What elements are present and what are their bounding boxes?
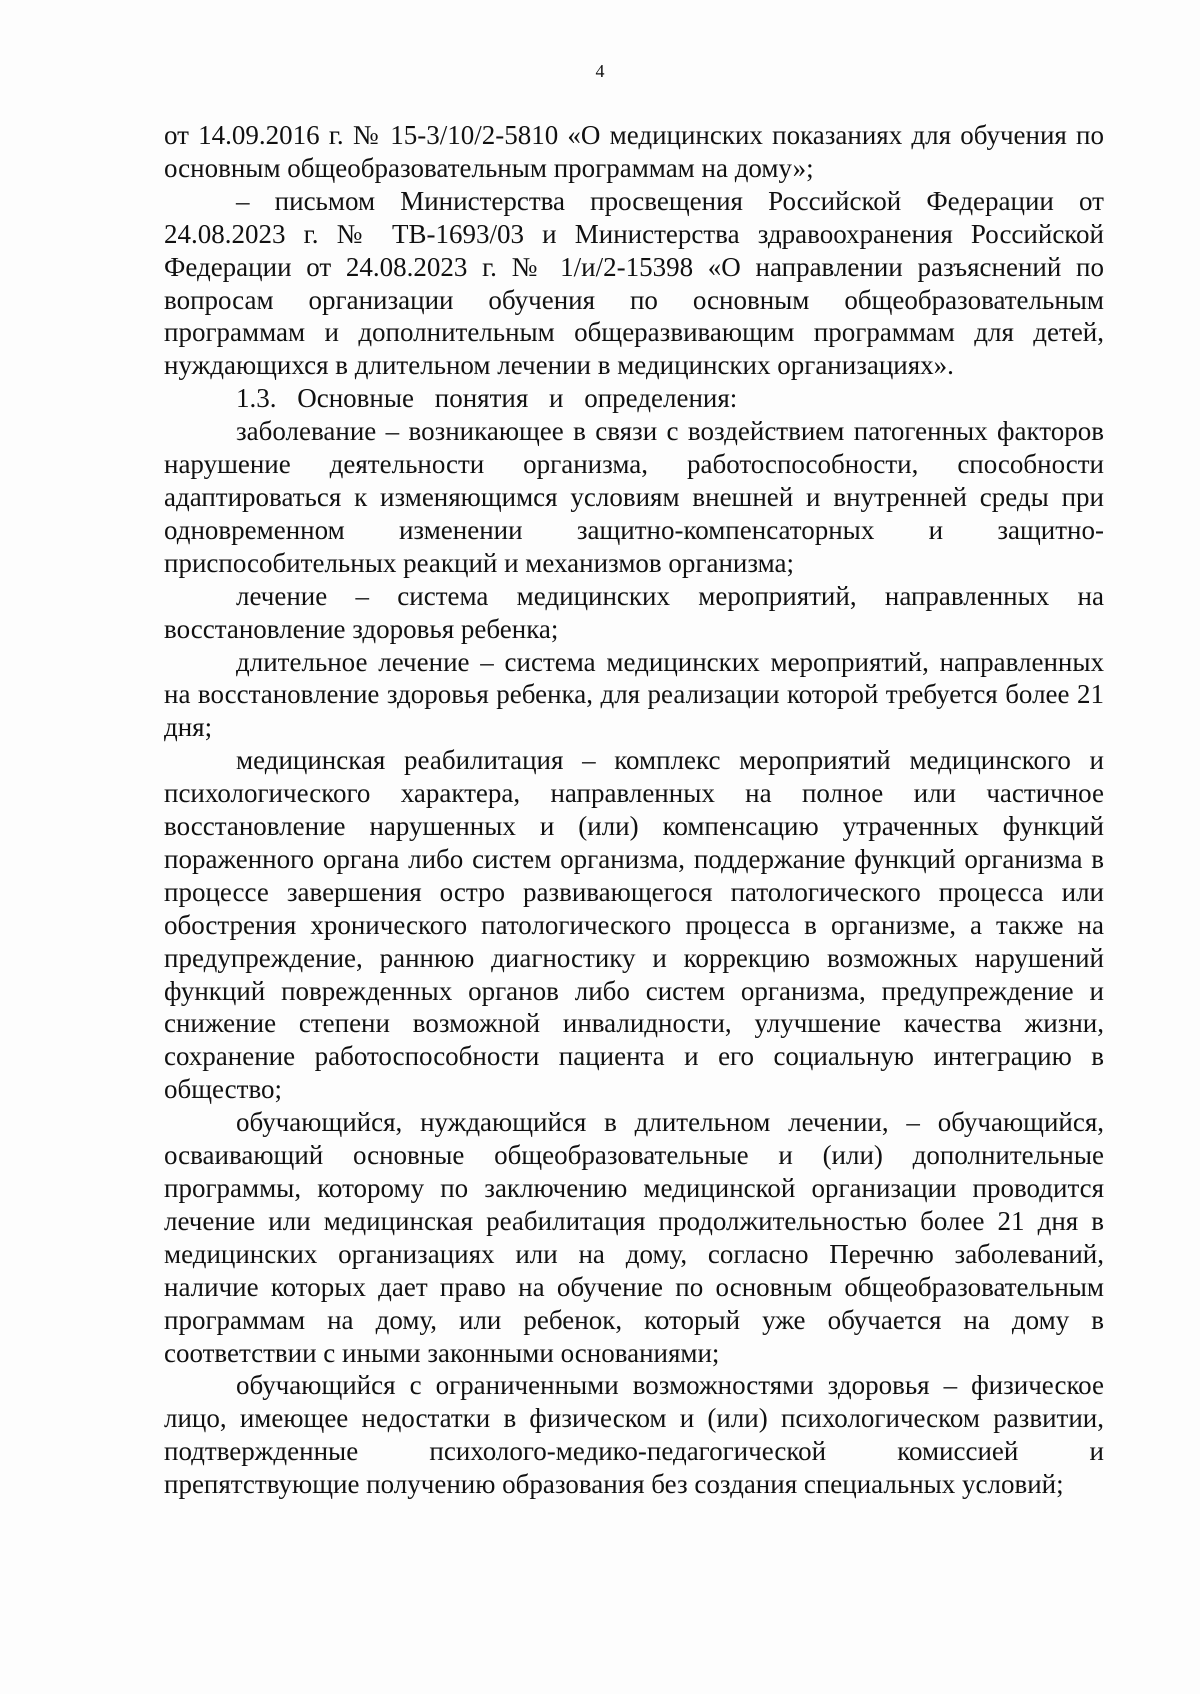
definition-long-treatment: длительное лечение – система медицинских мероприятий, направленных на восстановление здоровья ребенка, для реализации которой требуется более 21 дня; [164, 646, 1104, 743]
definition-student-long-treatment: обучающийся, нуждающийся в длительном лечении, – обучающийся, осваивающий основные общеобразовательные и (или) дополнительные программы, которому по заключению медицинской организации проводится лечение или медицинская реабилитация продолжительностью более 21 дня в медицинских организациях или на дому, согласно Перечню заболеваний, наличие которых дает право на обучение по основным общеобразовательным программам на дому, или ребенок, который уже обучается на дому в соответствии с иными законными основаниями; [164, 1107, 1104, 1368]
definition-treatment: лечение – система медицинских мероприятий, направленных на восстановление здоровья ребенка; [164, 580, 1104, 644]
paragraph-ministry-letter: – письмом Министерства просвещения Российской Федерации от 24.08.2023 г. № ТВ-1693/03 и Министерства здравоохранения Российской Федерации от 24.08.2023 г. № 1/и/2-15398 «О направлении разъяснений по вопросам организации обучения по основным общеобразовательным программам и дополнительным общеразвивающим программам для детей, нуждающихся в длительном лечении в медицинских организациях». [164, 185, 1104, 381]
document-body [164, 119, 1104, 1501]
paragraph-letter-reference: от 14.09.2016 г. № 15-3/10/2-5810 «О медицинских показаниях для обучения по основным общеобразовательным программам на дому»; [164, 120, 1104, 183]
section-heading-1-3: 1.3. Основные понятия и определения: [236, 383, 738, 414]
definition-disease: заболевание – возникающее в связи с воздействием патогенных факторов нарушение деятельности организма, работоспособности, способности адаптироваться к изменяющимся условиям внешней и внутренней среды при одновременном изменении защитно-компенсаторных и защитно-приспособительных реакций и механизмов организма; [164, 416, 1104, 578]
definition-student-disabilities: обучающийся с ограниченными возможностями здоровья – физическое лицо, имеющее недостатки в физическом и (или) психологическом развитии, подтвержденные психолого-медико-педагогической комиссией и препятствующие получению образования без создания специальных условий; [164, 1370, 1104, 1500]
definition-medical-rehabilitation: медицинская реабилитация – комплекс мероприятий медицинского и психологического характера, направленных на полное или частичное восстановление нарушенных и (или) компенсацию утраченных функций пораженного органа либо систем организма, поддержание функций организма в процессе завершения остро развивающегося патологического процесса или обострения хронического патологического процесса в организме, а также на предупреждение, раннюю диагностику и коррекцию возможных нарушений функций поврежденных органов либо систем организма, предупреждение и снижение степени возможной инвалидности, улучшение качества жизни, сохранение работоспособности пациента и его социальную интеграцию в общество; [164, 745, 1104, 1105]
page-number: 4 [595, 61, 605, 81]
